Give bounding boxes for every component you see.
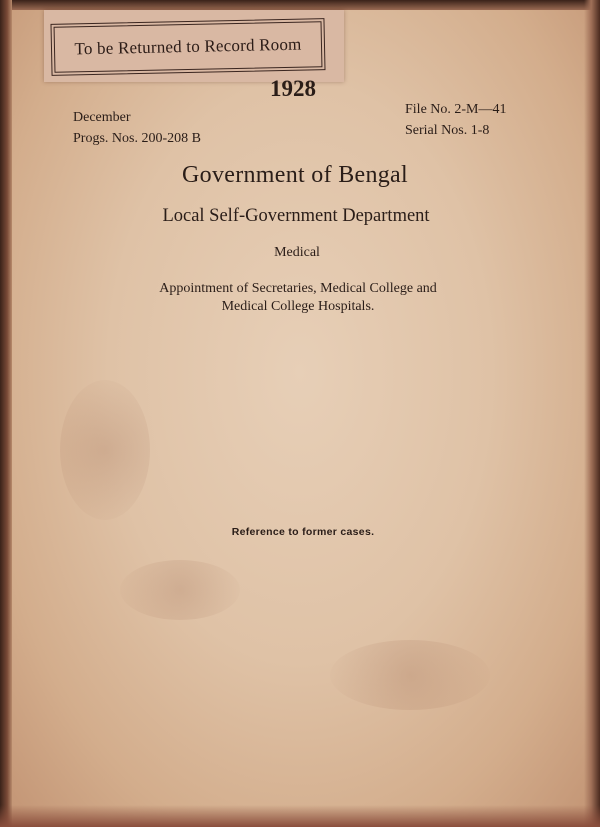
- reference-text: Reference to former cases.: [231, 526, 375, 538]
- year: 1928: [270, 76, 316, 101]
- month: December: [73, 110, 131, 125]
- subject-heading: [0, 245, 600, 261]
- department-heading: [0, 206, 600, 227]
- top-edge: [0, 0, 600, 10]
- paper-stain: [330, 640, 490, 710]
- paper-stain: [120, 560, 240, 620]
- label-text: To be Returned to Record Room: [74, 34, 302, 59]
- right-edge: [584, 0, 600, 827]
- label-frame: [54, 21, 323, 73]
- paper-stain: [60, 380, 150, 520]
- record-room-label: [44, 10, 344, 82]
- description-line-1: Appointment of Secretaries, Medical College and: [159, 281, 437, 296]
- description-line-2: Medical College Hospitals.: [221, 299, 375, 314]
- proceedings-info: [73, 107, 201, 149]
- government-title: Government of Bengal: [182, 162, 408, 188]
- file-number: File No. 2-M—41: [405, 102, 507, 117]
- page-title: [0, 162, 600, 189]
- department-name: Local Self-Government Department: [162, 206, 430, 226]
- reference-note: [0, 526, 600, 538]
- description: [0, 280, 600, 316]
- file-info: [405, 99, 507, 141]
- serial-numbers: Serial Nos. 1-8: [405, 123, 490, 138]
- binding-edge: [0, 0, 12, 827]
- subject-text: Medical: [274, 245, 320, 260]
- progs-numbers: Progs. Nos. 200-208 B: [73, 131, 201, 146]
- bottom-edge: [0, 805, 600, 827]
